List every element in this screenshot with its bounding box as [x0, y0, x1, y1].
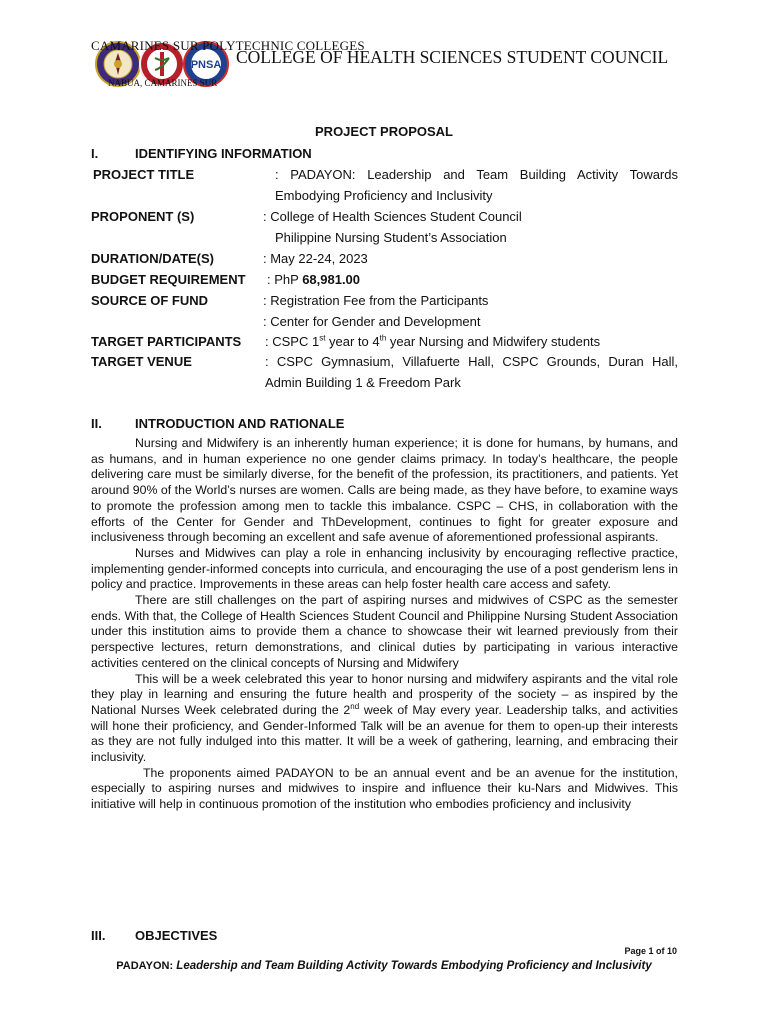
info-value: : Registration Fee from the Participants [263, 293, 489, 308]
section-title: INTRODUCTION AND RATIONALE [135, 416, 345, 431]
ordinal-suffix: nd [350, 701, 360, 711]
info-label: TARGET VENUE [91, 354, 192, 369]
ordinal-suffix: th [379, 333, 387, 343]
info-value [267, 272, 682, 287]
info-label: TARGET PARTICIPANTS [91, 334, 242, 349]
paragraph-text: This will be a week celebrated this year to honor nursing and midwifery aspirants and the vital role they play in learning and ensuring the future health and prosperity of the society – as inspired by the National Nurses Week celebrated during the 2 [91, 671, 678, 717]
info-value: Admin Building 1 & Freedom Park [265, 375, 461, 390]
paragraph [91, 672, 678, 766]
paragraph: Nursing and Midwifery is an inherently human experience; it is done for humans, by humans, and as humans, and in human experience no one gender claims primacy. In today’s healthcare, the people delivering care must be similarly diverse, for the benefit of the profession, its practitioners, and patients. Yet around 90% of the World’s nurses are women. Calls are being made, as they have before, to examine ways to promote the profession among men to tackle this imbalance. CSPC – CHS, in collaboration with the efforts of the Center for Gender and ThDevelopment, continues to fight for greater exposure and inclusiveness through becoming an excellent and safe avenue of aforementioned professional aspirants. [91, 436, 678, 545]
info-value: : Center for Gender and Development [263, 314, 481, 329]
info-label: DURATION/DATE(S) [91, 251, 215, 266]
footer-subtitle: Leadership and Team Building Activity Towards Embodying Proficiency and Inclusivity [173, 960, 652, 972]
info-label: BUDGET REQUIREMENT [91, 272, 246, 287]
info-value: Philippine Nursing Student’s Association [275, 230, 507, 245]
footer-prefix: PADAYON: [116, 960, 174, 972]
section-heading-objectives [91, 928, 217, 943]
info-label: PROPONENT (S) [91, 209, 195, 224]
participants-text: : CSPC 1 [265, 334, 320, 349]
section-title: IDENTIFYING INFORMATION [135, 146, 312, 161]
budget-prefix: : PhP [267, 272, 299, 287]
info-value [265, 334, 680, 349]
paragraph: Nurses and Midwives can play a role in enhancing inclusivity by encouraging reflective practice, implementing gender-informed concepts into curricula, and encouraging the use of a post genderism lens in policy and practice. Improvements in these areas can help foster health care access and safety. [91, 545, 678, 592]
section-heading-introduction [91, 416, 344, 431]
info-label: SOURCE OF FUND [91, 293, 208, 308]
info-value: Embodying Proficiency and Inclusivity [275, 188, 493, 203]
paragraph: The proponents aimed PADAYON to be an annual event and be an avenue for the institution, especially to aspiring nurses and midwives to inspire and influence their ku-Nars and Midwives. This initiative will help in continuous promotion of the institution who embodies proficiency and inclusivity [91, 765, 678, 812]
info-value: : PADAYON: Leadership and Team Building Activity Towards [275, 167, 678, 182]
school-name: CAMARINES SUR POLYTECHNIC COLLEGES [91, 38, 365, 53]
section-title: OBJECTIVES [135, 928, 218, 943]
participants-text: year to 4 [325, 334, 380, 349]
document-title: PROJECT PROPOSAL [315, 124, 453, 139]
rationale-body [91, 436, 678, 813]
budget-amount: 68,981.00 [302, 272, 361, 287]
ordinal-suffix: st [319, 333, 326, 343]
section-number: III. [91, 928, 106, 943]
participants-text: year Nursing and Midwifery students [386, 334, 601, 349]
svg-text:PNSA: PNSA [190, 59, 222, 71]
info-value: : CSPC Gymnasium, Villafuerte Hall, CSPC Grounds, Duran Hall, [265, 354, 678, 369]
council-name: COLLEGE OF HEALTH SCIENCES STUDENT COUNCIL [236, 47, 669, 67]
section-number: I. [91, 146, 99, 161]
paragraph-text: week of May every year. Leadership talks, and activities will hone their proficiency, and Gender-Informed Talk will be an avenue for them to open-up their interests as they are not fully indulged into this matter. It will be a week of gathering, learning, and embracing their inclusivity. [91, 702, 679, 765]
page-number: Page 1 of 10 [624, 946, 677, 956]
school-location: NABUA, CAMARINES SUR [108, 78, 218, 88]
info-value: : College of Health Sciences Student Council [263, 209, 522, 224]
section-number: II. [91, 416, 102, 431]
info-label: PROJECT TITLE [93, 167, 195, 182]
info-value: : May 22-24, 2023 [263, 251, 368, 266]
section-heading-identifying [91, 146, 312, 161]
paragraph: There are still challenges on the part of aspiring nurses and midwives of CSPC as the semester ends. With that, the College of Health Sciences Student Council and Philippine Nursing Student Association under this institution aims to provide them a chance to showcase their wit learned previously from their perspective lectures, return demonstrations, and clinical duties by participating in various interactive activities centered on the clinical concepts of Nursing and Midwifery [91, 593, 678, 670]
page-footer [0, 960, 768, 972]
